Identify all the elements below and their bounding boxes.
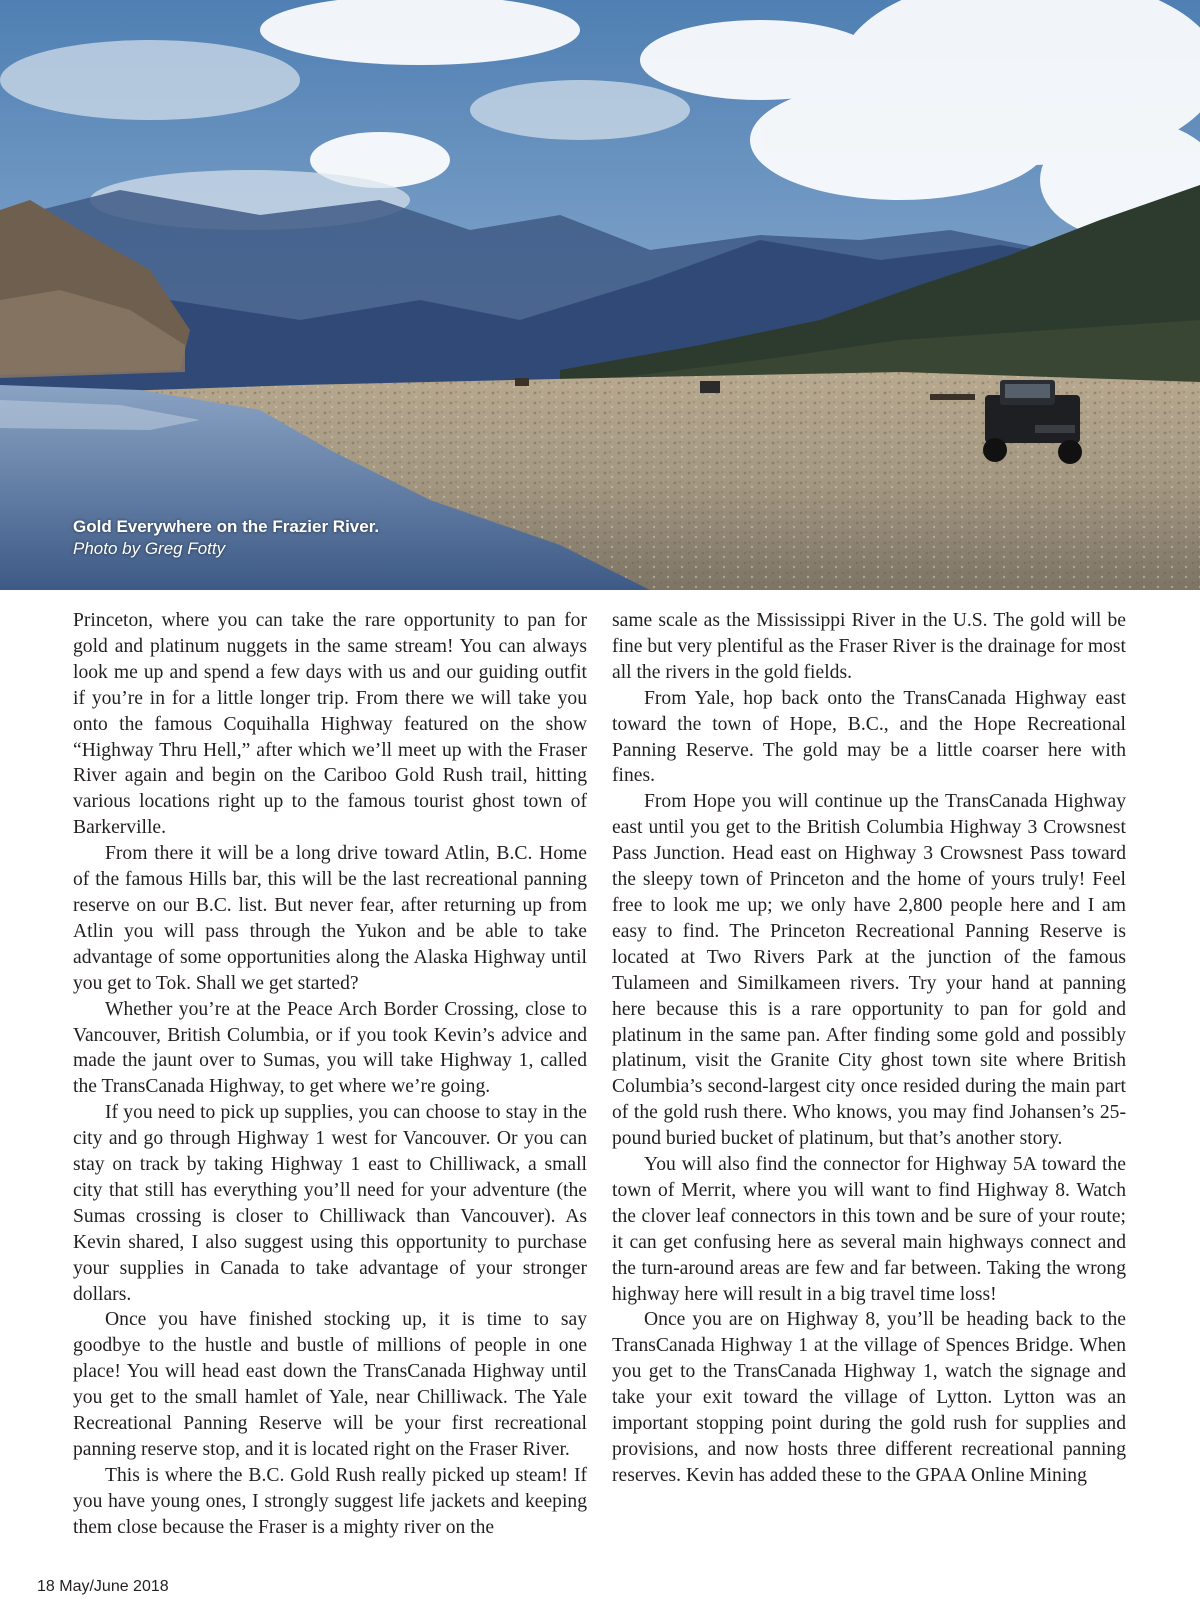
paragraph: You will also find the connector for Highway 5A toward the town of Merrit, where you will want to find Highway 8. Watch the clover leaf connectors in this town and be sure of your route; it can get confusing here as several main highways connect and the turn-around areas are few and far between. Taking the wrong highway here will result in a big travel time loss! <box>612 1154 1126 1305</box>
paragraph: Whether you’re at the Peace Arch Border Crossing, close to Vancouver, British Columbia, or if you took Kevin’s advice and made the jaunt over to Sumas, you will take Highway 1, called the TransCanada Highway, to get where we’re going. <box>73 998 587 1098</box>
caption-credit: Photo by Greg Fotty <box>73 539 226 558</box>
paragraph: If you need to pick up supplies, you can choose to stay in the city and go through Highway 1 west for Vancouver. Or you can stay on track by taking Highway 1 east to Chilliwack, a small city that still has everything you’ll need for your adventure (the Sumas crossing is closer to Chilliwack than Vancouver). As Kevin shared, I also suggest using this opportunity to purchase your supplies in Canada to take advantage of your stronger dollars. <box>73 1102 587 1305</box>
paragraph: From Hope you will continue up the TransCanada Highway east until you get to the British Columbia Highway 3 Crowsnest Pass Junction. Head east on Highway 3 Crowsnest Pass toward the sleepy town of Princeton and the home of yours truly! Feel free to look me up; we only have 2,800 people here and I am easy to find. The Princeton Recreational Panning Reserve is located at Two Rivers Park at the junction of the famous Tulameen and Similkameen rivers. Try your hand at panning here because this is a rare opportunity to pan for gold and platinum in the same pan. After finding some gold and possibly platinum, visit the Granite City ghost town site where British Columbia’s second-largest city once resided during the main part of the gold rush there. Who knows, you may find Johansen’s 25-pound buried bucket of platinum, but that’s another story. <box>612 791 1126 1150</box>
page-folio: 18 May/June 2018 <box>37 1578 169 1595</box>
left-column <box>73 608 587 1541</box>
caption-title: Gold Everywhere on the Frazier River. <box>73 517 380 536</box>
paragraph: From there it will be a long drive toward Atlin, B.C. Home of the famous Hills bar, this will be the last recreational panning reserve on our B.C. list. But never fear, after returning up from Atlin you will pass through the Yukon and be able to take advantage of some opportunities along the Alaska Highway until you get to Tok. Shall we get started? <box>73 843 587 994</box>
river-landscape-illustration <box>0 0 1200 590</box>
photo-caption <box>73 516 379 560</box>
paragraph: same scale as the Mississippi River in the U.S. The gold will be fine but very plentiful as the Fraser River is the drainage for most all the rivers in the gold fields. <box>612 610 1126 683</box>
paragraph: This is where the B.C. Gold Rush really picked up steam! If you have young ones, I strongly suggest life jackets and keeping them close because the Fraser is a mighty river on the <box>73 1464 587 1538</box>
paragraph: From Yale, hop back onto the TransCanada Highway east toward the town of Hope, B.C., and the Hope Recreational Panning Reserve. The gold may be a little coarser here with fines. <box>612 687 1126 787</box>
paragraph: Once you are on Highway 8, you’ll be heading back to the TransCanada Highway 1 at the village of Spences Bridge. When you get to the TransCanada Highway 1, watch the signage and take your exit toward the village of Lytton. Lytton was an important stopping point during the gold rush for supplies and provisions, and now hosts three different recreational panning reserves. Kevin has added these to the GPAA Online Mining <box>612 1309 1126 1486</box>
hero-photo <box>0 0 1200 590</box>
paragraph: Once you have finished stocking up, it is time to say goodbye to the hustle and bustle of millions of people in one place! You will head east down the TransCanada Highway until you get to the small hamlet of Yale, near Chilliwack. The Yale Recreational Panning Reserve will be your first recreational panning reserve stop, and it is located right on the Fraser River. <box>73 1309 587 1460</box>
paragraph: Princeton, where you can take the rare opportunity to pan for gold and platinum nuggets in the same stream! You can always look me up and spend a few days with us and our guiding outfit if you’re in for a little longer trip. From there we will take you onto the famous Coquihalla Highway featured on the show “Highway Thru Hell,” after which we’ll meet up with the Fraser River again and begin on the Cariboo Gold Rush trail, hitting various locations right up to the famous tourist ghost town of Barkerville. <box>73 610 587 839</box>
right-column <box>612 608 1126 1489</box>
